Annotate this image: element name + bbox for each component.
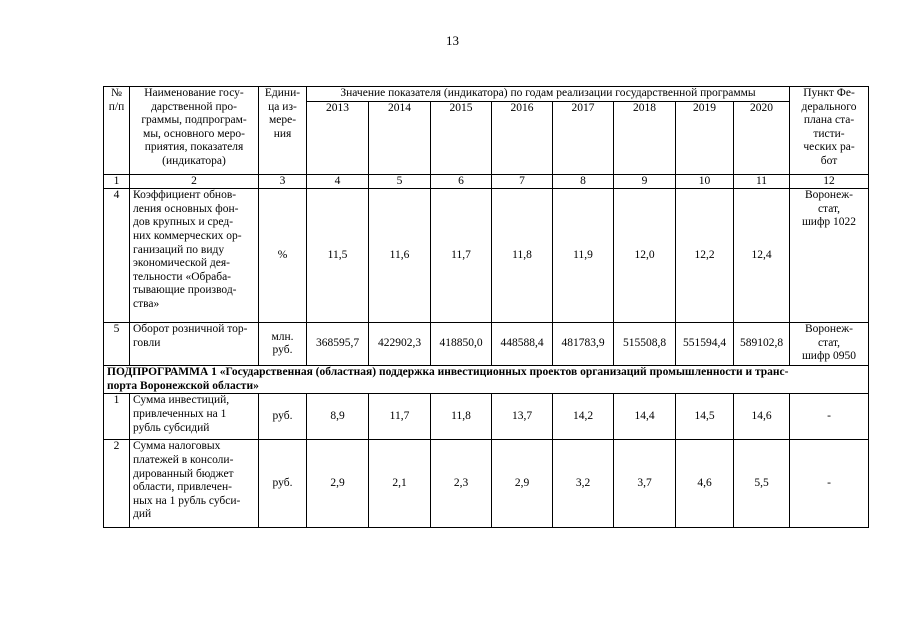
year-2017: 2017: [553, 101, 614, 174]
header-row-1: [104, 87, 869, 102]
row-value: 11,7: [369, 394, 431, 440]
year-2014: 2014: [369, 101, 431, 174]
column-number: 8: [553, 174, 614, 189]
column-number: 7: [492, 174, 553, 189]
table-row: [104, 323, 869, 366]
row-value: 2,1: [369, 440, 431, 528]
year-2015: 2015: [431, 101, 492, 174]
row-value: 11,7: [431, 189, 492, 323]
row-value: 2,3: [431, 440, 492, 528]
row-value: 3,2: [553, 440, 614, 528]
row-value: 2,9: [307, 440, 369, 528]
row-value: 368595,7: [307, 323, 369, 366]
row-value: 5,5: [734, 440, 790, 528]
column-number: 12: [790, 174, 869, 189]
row-name: Сумма инвестиций, привлеченных на 1 рубль субсидий: [130, 394, 259, 440]
column-number: 9: [614, 174, 676, 189]
table-row: [104, 440, 869, 528]
row-number: 1: [104, 394, 130, 440]
row-unit: руб.: [259, 440, 307, 528]
row-value: 515508,8: [614, 323, 676, 366]
row-value: 14,4: [614, 394, 676, 440]
row-value: 2,9: [492, 440, 553, 528]
row-value: 481783,9: [553, 323, 614, 366]
subprogram-row: [104, 366, 869, 394]
row-value: 14,5: [676, 394, 734, 440]
column-numbers-row: [104, 174, 869, 189]
column-number: 6: [431, 174, 492, 189]
table-row: [104, 189, 869, 323]
row-value: 14,2: [553, 394, 614, 440]
row-value: 11,8: [492, 189, 553, 323]
column-number: 10: [676, 174, 734, 189]
row-value: 3,7: [614, 440, 676, 528]
column-number: 1: [104, 174, 130, 189]
row-name: Коэффициент обнов- ления основных фон- дов крупных и сред- них коммерческих ор- ганизаций по виду экономической дея- тельности «Обраба- тывающие производ- ства»: [130, 189, 259, 323]
row-name: Оборот розничной тор- говли: [130, 323, 259, 366]
column-number: 3: [259, 174, 307, 189]
row-number: 2: [104, 440, 130, 528]
row-value: 12,4: [734, 189, 790, 323]
row-unit: млн. руб.: [259, 323, 307, 366]
row-value: 418850,0: [431, 323, 492, 366]
column-number: 11: [734, 174, 790, 189]
row-value: 422902,3: [369, 323, 431, 366]
row-name: Сумма налоговых платежей в консоли- дированный бюджет области, привлечен- ных на 1 рубль субси- дий: [130, 440, 259, 528]
row-value: 551594,4: [676, 323, 734, 366]
row-plan: Воронеж- стат, шифр 1022: [790, 189, 869, 323]
header-col-name: Наименование госу- дарственной про- граммы, подпрограм- мы, основного меро- приятия, показателя (индикатора): [130, 87, 259, 175]
row-value: 13,7: [492, 394, 553, 440]
indicators-table: [103, 86, 869, 528]
row-value: 11,8: [431, 394, 492, 440]
year-2013: 2013: [307, 101, 369, 174]
row-plan: -: [790, 394, 869, 440]
year-2020: 2020: [734, 101, 790, 174]
row-value: 448588,4: [492, 323, 553, 366]
column-number: 2: [130, 174, 259, 189]
row-value: 14,6: [734, 394, 790, 440]
row-plan: -: [790, 440, 869, 528]
year-2019: 2019: [676, 101, 734, 174]
year-2018: 2018: [614, 101, 676, 174]
column-number: 5: [369, 174, 431, 189]
row-plan: Воронеж- стат, шифр 0950: [790, 323, 869, 366]
subprogram-title: ПОДПРОГРАММА 1 «Государственная (областная) поддержка инвестиционных проектов организаций промышленности и транс- порта Воронежской области»: [104, 366, 869, 394]
table-row: [104, 394, 869, 440]
header-col-unit: Едини- ца из- мере- ния: [259, 87, 307, 175]
year-2016: 2016: [492, 101, 553, 174]
page-number: 13: [446, 33, 459, 48]
row-value: 12,2: [676, 189, 734, 323]
row-value: 589102,8: [734, 323, 790, 366]
column-number: 4: [307, 174, 369, 189]
row-value: 11,6: [369, 189, 431, 323]
row-value: 11,9: [553, 189, 614, 323]
row-value: 8,9: [307, 394, 369, 440]
row-value: 12,0: [614, 189, 676, 323]
row-unit: %: [259, 189, 307, 323]
row-number: 5: [104, 323, 130, 366]
header-col-plan: Пункт Фе- дерального плана ста- тисти- ческих ра- бот: [790, 87, 869, 175]
row-value: 11,5: [307, 189, 369, 323]
header-col-num: № п/п: [104, 87, 130, 175]
header-col-values: Значение показателя (индикатора) по годам реализации государственной программы: [307, 87, 790, 102]
row-value: 4,6: [676, 440, 734, 528]
row-number: 4: [104, 189, 130, 323]
row-unit: руб.: [259, 394, 307, 440]
